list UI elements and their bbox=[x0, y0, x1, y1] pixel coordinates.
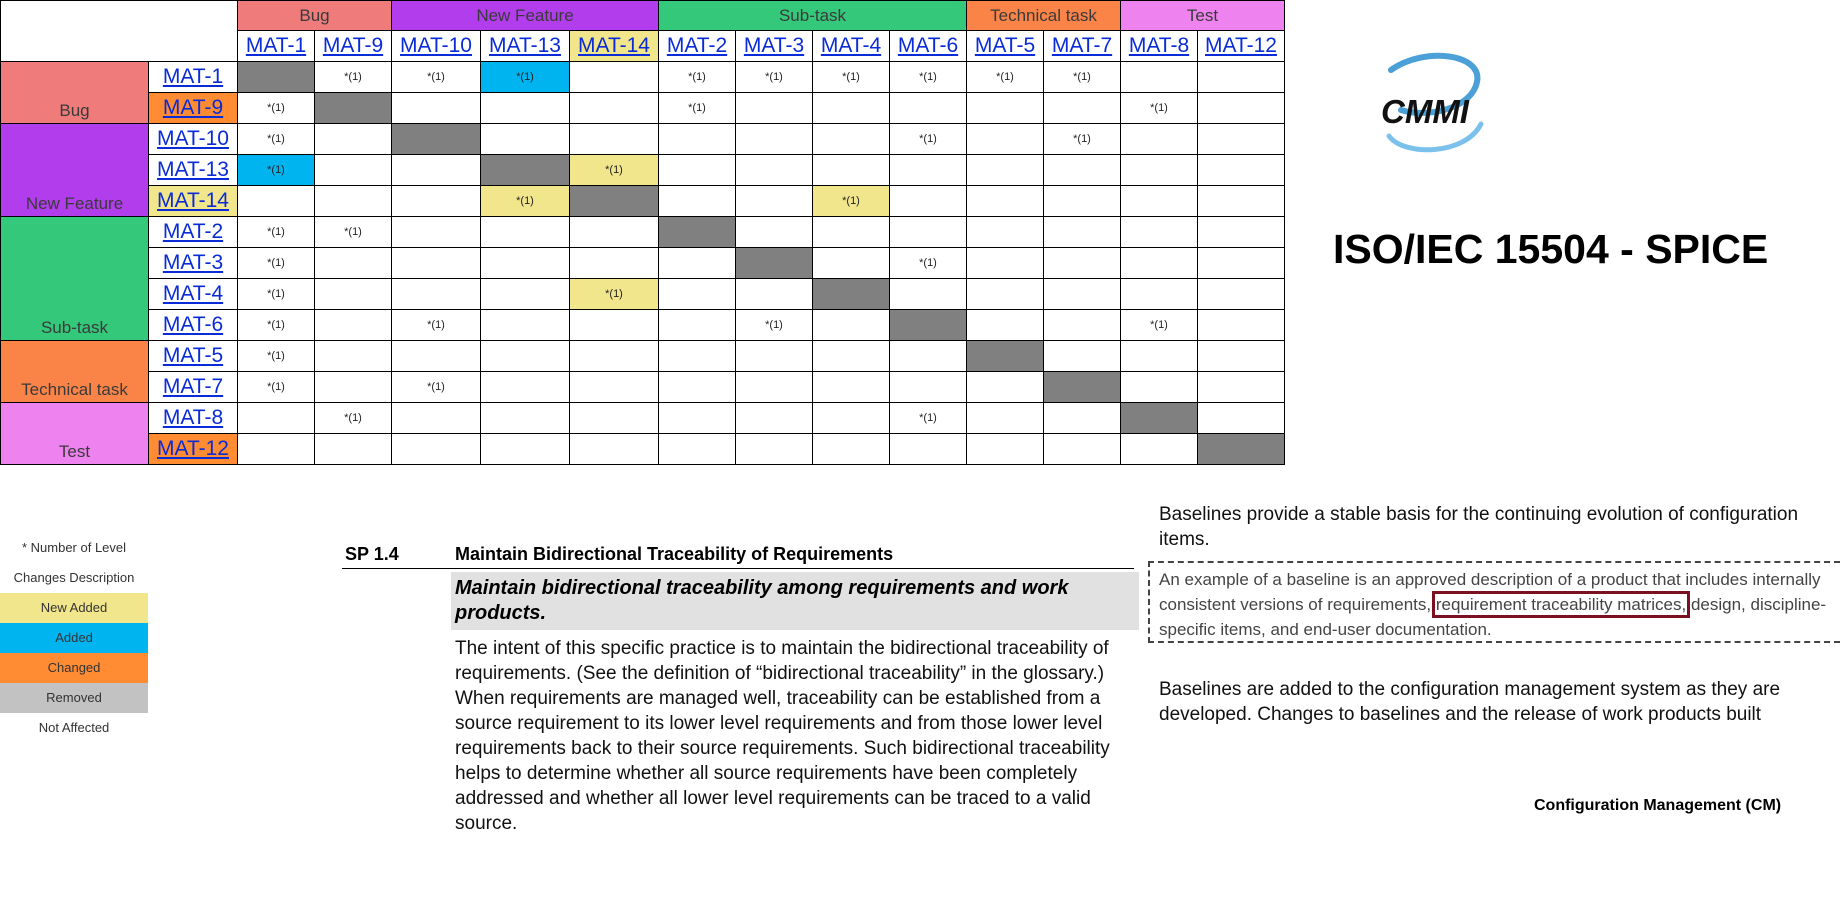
empty-cell bbox=[736, 279, 813, 310]
empty-cell bbox=[813, 217, 890, 248]
empty-cell bbox=[1044, 217, 1121, 248]
empty-cell bbox=[1198, 186, 1285, 217]
empty-cell bbox=[736, 186, 813, 217]
empty-cell bbox=[813, 434, 890, 465]
empty-cell bbox=[570, 217, 659, 248]
empty-cell bbox=[315, 434, 392, 465]
empty-cell bbox=[1198, 155, 1285, 186]
col-category-header: Technical task bbox=[967, 1, 1121, 31]
empty-cell bbox=[1121, 248, 1198, 279]
col-id-link[interactable]: MAT-5 bbox=[967, 31, 1044, 62]
practice-divider bbox=[342, 568, 1134, 569]
row-category-label: Sub-task bbox=[1, 217, 149, 341]
empty-cell bbox=[481, 341, 570, 372]
col-category-header: Sub-task bbox=[659, 1, 967, 31]
trace-cell: *(1) bbox=[890, 124, 967, 155]
trace-cell: *(1) bbox=[238, 155, 315, 186]
col-id-link[interactable]: MAT-9 bbox=[315, 31, 392, 62]
empty-cell bbox=[1044, 155, 1121, 186]
empty-cell bbox=[1044, 186, 1121, 217]
empty-cell bbox=[315, 124, 392, 155]
practice-title: Maintain Bidirectional Traceability of Requirements bbox=[455, 544, 894, 564]
practice-goal: Maintain bidirectional traceability among requirements and work products. bbox=[451, 572, 1139, 630]
empty-cell bbox=[659, 155, 736, 186]
empty-cell bbox=[1198, 93, 1285, 124]
empty-cell bbox=[1198, 279, 1285, 310]
matrix-diagonal-cell bbox=[967, 341, 1044, 372]
row-category-label: Technical task bbox=[1, 341, 149, 403]
empty-cell bbox=[392, 248, 481, 279]
empty-cell bbox=[1121, 279, 1198, 310]
row-id-link[interactable]: MAT-13 bbox=[149, 155, 238, 186]
col-id-link[interactable]: MAT-13 bbox=[481, 31, 570, 62]
trace-cell: *(1) bbox=[890, 62, 967, 93]
empty-cell bbox=[315, 186, 392, 217]
empty-cell bbox=[967, 310, 1044, 341]
trace-cell: *(1) bbox=[813, 186, 890, 217]
empty-cell bbox=[1121, 155, 1198, 186]
trace-cell: *(1) bbox=[315, 403, 392, 434]
empty-cell bbox=[813, 403, 890, 434]
matrix-diagonal-cell bbox=[1121, 403, 1198, 434]
empty-cell bbox=[1121, 124, 1198, 155]
traceability-matrix bbox=[0, 0, 1285, 465]
empty-cell bbox=[967, 217, 1044, 248]
empty-cell bbox=[315, 155, 392, 186]
matrix-diagonal-cell bbox=[659, 217, 736, 248]
legend-item: Not Affected bbox=[38, 720, 110, 735]
empty-cell bbox=[481, 403, 570, 434]
empty-cell bbox=[1198, 372, 1285, 403]
trace-cell: *(1) bbox=[481, 186, 570, 217]
empty-cell bbox=[890, 279, 967, 310]
empty-cell bbox=[967, 93, 1044, 124]
matrix-diagonal-cell bbox=[736, 248, 813, 279]
empty-cell bbox=[659, 434, 736, 465]
empty-cell bbox=[967, 279, 1044, 310]
trace-cell: *(1) bbox=[481, 62, 570, 93]
row-id-link[interactable]: MAT-6 bbox=[149, 310, 238, 341]
empty-cell bbox=[659, 341, 736, 372]
baseline-example-text: An example of a baseline is an approved description of a product that includes internally consistent versions of requirements, bbox=[1159, 570, 1821, 614]
baselines-intro: Baselines provide a stable basis for the continuing evolution of configuration items. bbox=[1159, 504, 1799, 550]
empty-cell bbox=[1044, 341, 1121, 372]
col-id-link[interactable]: MAT-10 bbox=[392, 31, 481, 62]
empty-cell bbox=[1044, 93, 1121, 124]
empty-cell bbox=[1044, 434, 1121, 465]
empty-cell bbox=[392, 403, 481, 434]
empty-cell bbox=[967, 186, 1044, 217]
empty-cell bbox=[659, 186, 736, 217]
empty-cell bbox=[1198, 403, 1285, 434]
trace-cell: *(1) bbox=[736, 310, 813, 341]
trace-cell: *(1) bbox=[238, 310, 315, 341]
empty-cell bbox=[1198, 341, 1285, 372]
trace-cell: *(1) bbox=[238, 341, 315, 372]
col-id-link[interactable]: MAT-7 bbox=[1044, 31, 1121, 62]
trace-cell: *(1) bbox=[315, 217, 392, 248]
row-category-label: Bug bbox=[1, 62, 149, 124]
baseline-example bbox=[1159, 567, 1831, 642]
legend bbox=[0, 533, 148, 743]
legend-item: * Number of Level bbox=[21, 540, 127, 555]
traceability-highlight: requirement traceability matrices, bbox=[1435, 595, 1687, 614]
matrix-diagonal-cell bbox=[570, 186, 659, 217]
empty-cell bbox=[890, 93, 967, 124]
empty-cell bbox=[736, 434, 813, 465]
legend-item: New Added bbox=[0, 593, 148, 623]
row-id-link[interactable]: MAT-4 bbox=[149, 279, 238, 310]
matrix-diagonal-cell bbox=[481, 155, 570, 186]
practice-code: SP 1.4 bbox=[345, 544, 399, 564]
empty-cell bbox=[481, 372, 570, 403]
row-id-link[interactable]: MAT-9 bbox=[149, 93, 238, 124]
row-id-link[interactable]: MAT-12 bbox=[149, 434, 238, 465]
empty-cell bbox=[659, 372, 736, 403]
matrix-diagonal-cell bbox=[315, 93, 392, 124]
empty-cell bbox=[392, 217, 481, 248]
trace-cell: *(1) bbox=[570, 279, 659, 310]
legend-item: Changes Description bbox=[13, 570, 135, 585]
empty-cell bbox=[967, 124, 1044, 155]
empty-cell bbox=[1121, 217, 1198, 248]
col-id-link[interactable]: MAT-8 bbox=[1121, 31, 1198, 62]
empty-cell bbox=[813, 124, 890, 155]
empty-cell bbox=[392, 341, 481, 372]
empty-cell bbox=[1121, 341, 1198, 372]
col-id-link[interactable]: MAT-6 bbox=[890, 31, 967, 62]
spice-title: ISO/IEC 15504 - SPICE bbox=[1333, 226, 1769, 272]
col-id-link[interactable]: MAT-1 bbox=[238, 31, 315, 62]
trace-cell: *(1) bbox=[1044, 62, 1121, 93]
empty-cell bbox=[659, 279, 736, 310]
trace-cell: *(1) bbox=[1121, 310, 1198, 341]
matrix-diagonal-cell bbox=[392, 124, 481, 155]
cmmi-logo-text: CMMI bbox=[1381, 93, 1469, 130]
row-id-link[interactable]: MAT-3 bbox=[149, 248, 238, 279]
empty-cell bbox=[481, 93, 570, 124]
empty-cell bbox=[890, 186, 967, 217]
col-id-link[interactable]: MAT-12 bbox=[1198, 31, 1285, 62]
empty-cell bbox=[813, 155, 890, 186]
empty-cell bbox=[1044, 403, 1121, 434]
empty-cell bbox=[481, 434, 570, 465]
trace-cell: *(1) bbox=[1121, 93, 1198, 124]
empty-cell bbox=[315, 310, 392, 341]
col-category-header: Test bbox=[1121, 1, 1285, 31]
col-id-link[interactable]: MAT-14 bbox=[570, 31, 659, 62]
matrix-diagonal-cell bbox=[1198, 434, 1285, 465]
empty-cell bbox=[659, 248, 736, 279]
empty-cell bbox=[967, 372, 1044, 403]
empty-cell bbox=[890, 434, 967, 465]
row-id-link[interactable]: MAT-14 bbox=[149, 186, 238, 217]
empty-cell bbox=[736, 341, 813, 372]
page-footer: Configuration Management (CM) bbox=[1534, 797, 1782, 814]
empty-cell bbox=[315, 248, 392, 279]
row-id-link[interactable]: MAT-2 bbox=[149, 217, 238, 248]
empty-cell bbox=[1121, 186, 1198, 217]
trace-cell: *(1) bbox=[238, 279, 315, 310]
empty-cell bbox=[1121, 62, 1198, 93]
trace-cell: *(1) bbox=[813, 62, 890, 93]
empty-cell bbox=[736, 93, 813, 124]
trace-cell: *(1) bbox=[238, 248, 315, 279]
legend-item: Removed bbox=[0, 683, 148, 713]
empty-cell bbox=[481, 248, 570, 279]
trace-cell: *(1) bbox=[659, 93, 736, 124]
empty-cell bbox=[890, 372, 967, 403]
trace-cell: *(1) bbox=[238, 93, 315, 124]
empty-cell bbox=[1198, 217, 1285, 248]
empty-cell bbox=[570, 434, 659, 465]
row-category-label: New Feature bbox=[1, 124, 149, 217]
empty-cell bbox=[813, 93, 890, 124]
empty-cell bbox=[481, 217, 570, 248]
col-id-link[interactable]: MAT-2 bbox=[659, 31, 736, 62]
legend-item: Changed bbox=[0, 653, 148, 683]
empty-cell bbox=[659, 403, 736, 434]
empty-cell bbox=[813, 341, 890, 372]
trace-cell: *(1) bbox=[392, 372, 481, 403]
empty-cell bbox=[967, 155, 1044, 186]
empty-cell bbox=[315, 279, 392, 310]
row-id-link[interactable]: MAT-10 bbox=[149, 124, 238, 155]
empty-cell bbox=[736, 403, 813, 434]
baselines-outro: Baselines are added to the configuration management system as they are developed. Changes to baselines and the release of work products built bbox=[1159, 679, 1781, 725]
empty-cell bbox=[736, 155, 813, 186]
empty-cell bbox=[570, 341, 659, 372]
trace-cell: *(1) bbox=[238, 217, 315, 248]
row-id-link[interactable]: MAT-7 bbox=[149, 372, 238, 403]
trace-cell: *(1) bbox=[1044, 124, 1121, 155]
empty-cell bbox=[813, 248, 890, 279]
empty-cell bbox=[315, 372, 392, 403]
empty-cell bbox=[813, 310, 890, 341]
row-id-link[interactable]: MAT-1 bbox=[149, 62, 238, 93]
matrix-corner bbox=[1, 1, 238, 62]
empty-cell bbox=[1198, 310, 1285, 341]
empty-cell bbox=[392, 434, 481, 465]
trace-cell: *(1) bbox=[736, 62, 813, 93]
matrix-diagonal-cell bbox=[813, 279, 890, 310]
empty-cell bbox=[967, 248, 1044, 279]
col-category-header: Bug bbox=[238, 1, 392, 31]
empty-cell bbox=[238, 186, 315, 217]
empty-cell bbox=[570, 372, 659, 403]
trace-cell: *(1) bbox=[570, 155, 659, 186]
empty-cell bbox=[967, 434, 1044, 465]
empty-cell bbox=[967, 403, 1044, 434]
empty-cell bbox=[392, 155, 481, 186]
empty-cell bbox=[736, 217, 813, 248]
empty-cell bbox=[238, 434, 315, 465]
empty-cell bbox=[481, 310, 570, 341]
empty-cell bbox=[570, 310, 659, 341]
trace-cell: *(1) bbox=[315, 62, 392, 93]
trace-cell: *(1) bbox=[238, 372, 315, 403]
empty-cell bbox=[813, 372, 890, 403]
empty-cell bbox=[570, 403, 659, 434]
empty-cell bbox=[890, 341, 967, 372]
empty-cell bbox=[1044, 310, 1121, 341]
empty-cell bbox=[1198, 248, 1285, 279]
empty-cell bbox=[392, 186, 481, 217]
cmmi-logo bbox=[1355, 52, 1495, 162]
matrix-diagonal-cell bbox=[890, 310, 967, 341]
matrix-diagonal-cell bbox=[1044, 372, 1121, 403]
trace-cell: *(1) bbox=[890, 248, 967, 279]
empty-cell bbox=[1198, 62, 1285, 93]
legend-item: Added bbox=[0, 623, 148, 653]
empty-cell bbox=[481, 279, 570, 310]
row-category-label: Test bbox=[1, 403, 149, 465]
empty-cell bbox=[570, 124, 659, 155]
col-category-header: New Feature bbox=[392, 1, 659, 31]
trace-cell: *(1) bbox=[238, 124, 315, 155]
trace-cell: *(1) bbox=[659, 62, 736, 93]
empty-cell bbox=[1121, 372, 1198, 403]
empty-cell bbox=[392, 93, 481, 124]
empty-cell bbox=[481, 124, 570, 155]
empty-cell bbox=[1044, 248, 1121, 279]
trace-cell: *(1) bbox=[967, 62, 1044, 93]
empty-cell bbox=[392, 279, 481, 310]
empty-cell bbox=[570, 248, 659, 279]
practice-body: The intent of this specific practice is to maintain the bidirectional traceability of requirements. (See the definition of “bidirectional traceability” in the glossary.) When requirements are managed well, traceability can be established from a source requirement to its lower level requirements and from those lower level requirements back to their source requirements. Such bidirectional traceability helps to determine whether all source requirements have been completely addressed and whether all lower level requirements can be traced to a valid source. bbox=[455, 638, 1110, 834]
empty-cell bbox=[238, 403, 315, 434]
empty-cell bbox=[315, 341, 392, 372]
empty-cell bbox=[659, 310, 736, 341]
empty-cell bbox=[1121, 434, 1198, 465]
empty-cell bbox=[1044, 279, 1121, 310]
empty-cell bbox=[1198, 124, 1285, 155]
empty-cell bbox=[736, 124, 813, 155]
matrix-diagonal-cell bbox=[238, 62, 315, 93]
col-id-link[interactable]: MAT-4 bbox=[813, 31, 890, 62]
empty-cell bbox=[570, 62, 659, 93]
trace-cell: *(1) bbox=[890, 403, 967, 434]
empty-cell bbox=[890, 217, 967, 248]
trace-cell: *(1) bbox=[392, 62, 481, 93]
empty-cell bbox=[659, 124, 736, 155]
empty-cell bbox=[736, 372, 813, 403]
trace-cell: *(1) bbox=[392, 310, 481, 341]
row-id-link[interactable]: MAT-5 bbox=[149, 341, 238, 372]
baseline-example-text-end: design, discipline-specific items, and end-user documentation. bbox=[1159, 595, 1827, 639]
empty-cell bbox=[570, 93, 659, 124]
row-id-link[interactable]: MAT-8 bbox=[149, 403, 238, 434]
col-id-link[interactable]: MAT-3 bbox=[736, 31, 813, 62]
empty-cell bbox=[890, 155, 967, 186]
